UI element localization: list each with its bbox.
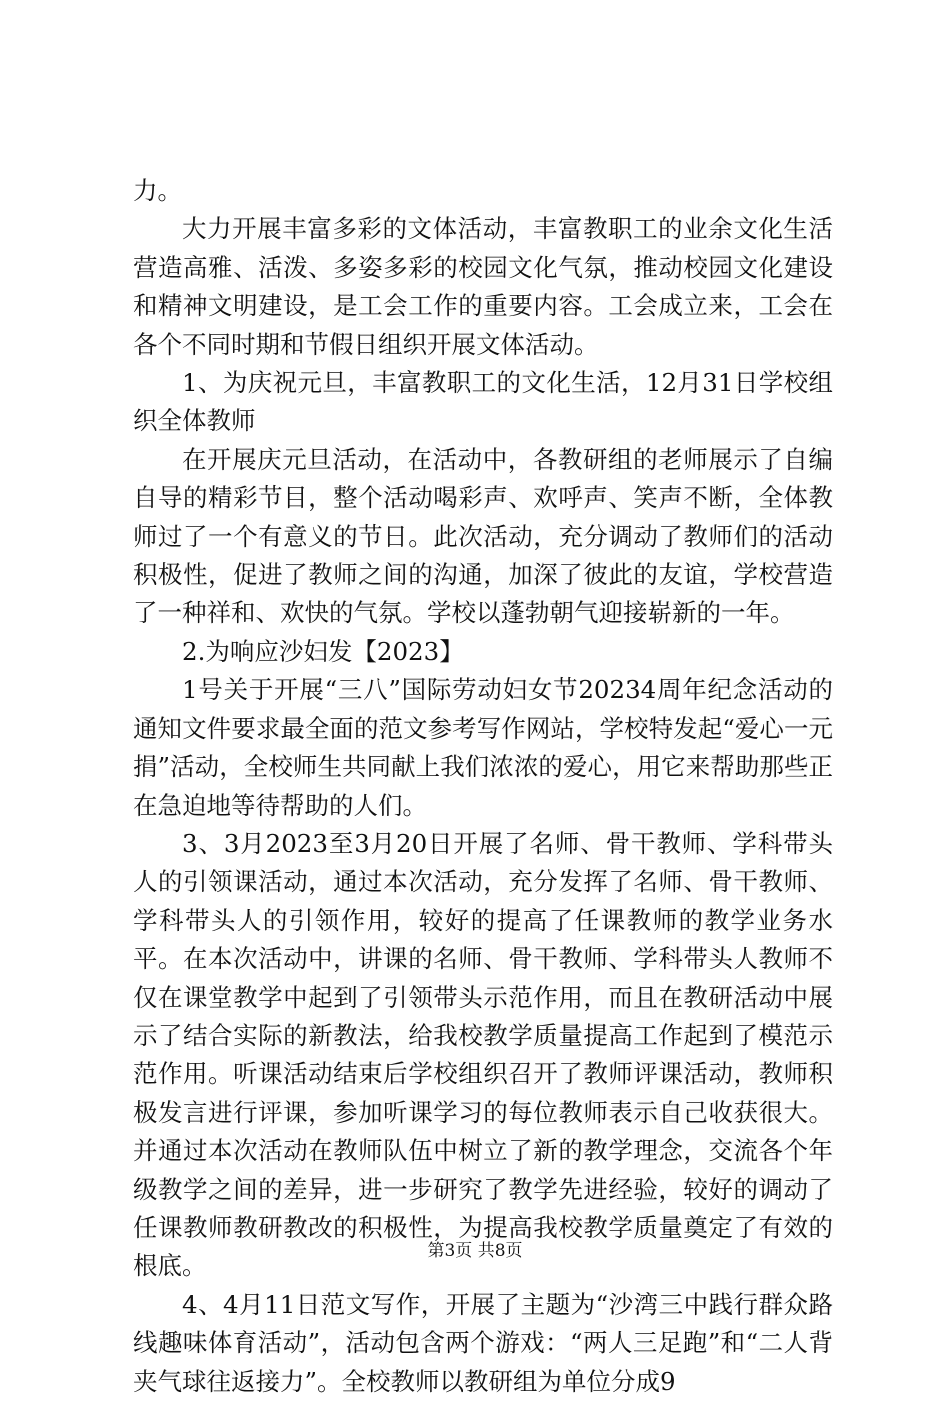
paragraph-cultural-activities: 大力开展丰富多彩的文体活动，丰富教职工的业余文化生活营造高雅、活泼、多姿多彩的校园文化气氛，推动校园文化建设和精神文明建设，是工会工作的重要内容。工会成立来，工会在各个不同时期和节假日组织开展文体活动。	[133, 214, 833, 359]
paragraph-womens-day: 1号关于开展“三八”国际劳动妇女节20234周年纪念活动的通知文件要求最全面的范文参考写作网站，学校特发起“爱心一元捐”活动，全校师生共同献上我们浓浓的爱心，用它来帮助那些正在急迫地等待帮助的人们。	[133, 675, 833, 820]
paragraph-item-4-sports: 4、4月11日范文写作，开展了主题为“沙湾三中践行群众路线趣味体育活动”，活动包含两个游戏：“两人三足跑”和“二人背夹气球往返接力”。全校教师以教研组为单位分成9	[133, 1289, 833, 1396]
paragraph-continuation: 力。	[133, 176, 182, 205]
page-footer: 第3页 共8页	[427, 1241, 523, 1261]
paragraph-item-3-model-lessons: 3、3月2023至3月20日开展了名师、骨干教师、学科带头人的引领课活动，通过本次活动，充分发挥了名师、骨干教师、学科带头人的引领作用，较好的提高了任课教师的教学业务水平。在本次活动中，讲课的名师、骨干教师、学科带头人教师不仅在课堂教学中起到了引领带头示范作用，而且在教研活动中展示了结合实际的新教法，给我校教学质量提高工作起到了模范示范作用。听课活动结束后学校组织召开了教师评课活动，教师积极发言进行评课，参加听课学习的每位教师表示自己收获很大。并通过本次活动在教师队伍中树立了新的教学理念，交流各个年级教学之间的差异，进一步研究了教学先进经验，较好的调动了任课教师教研教改的积极性，为提高我校教学质量奠定了有效的根底。	[133, 828, 833, 1281]
document-body	[133, 172, 833, 1401]
paragraph-item-1-new-year: 1、为庆祝元旦，丰富教职工的文化生活，12月31日学校组织全体教师	[133, 368, 833, 436]
paragraph-new-year-activity: 在开展庆元旦活动，在活动中，各教研组的老师展示了自编自导的精彩节目，整个活动喝彩声、欢呼声、笑声不断，全体教师过了一个有意义的节日。此次活动，充分调动了教师们的活动积极性，促进了教师之间的沟通，加深了彼此的友谊，学校营造了一种祥和、欢快的气氛。学校以蓬勃朝气迎接崭新的一年。	[133, 444, 833, 628]
paragraph-item-2-heading: 2.为响应沙妇发【2023】	[182, 636, 464, 666]
